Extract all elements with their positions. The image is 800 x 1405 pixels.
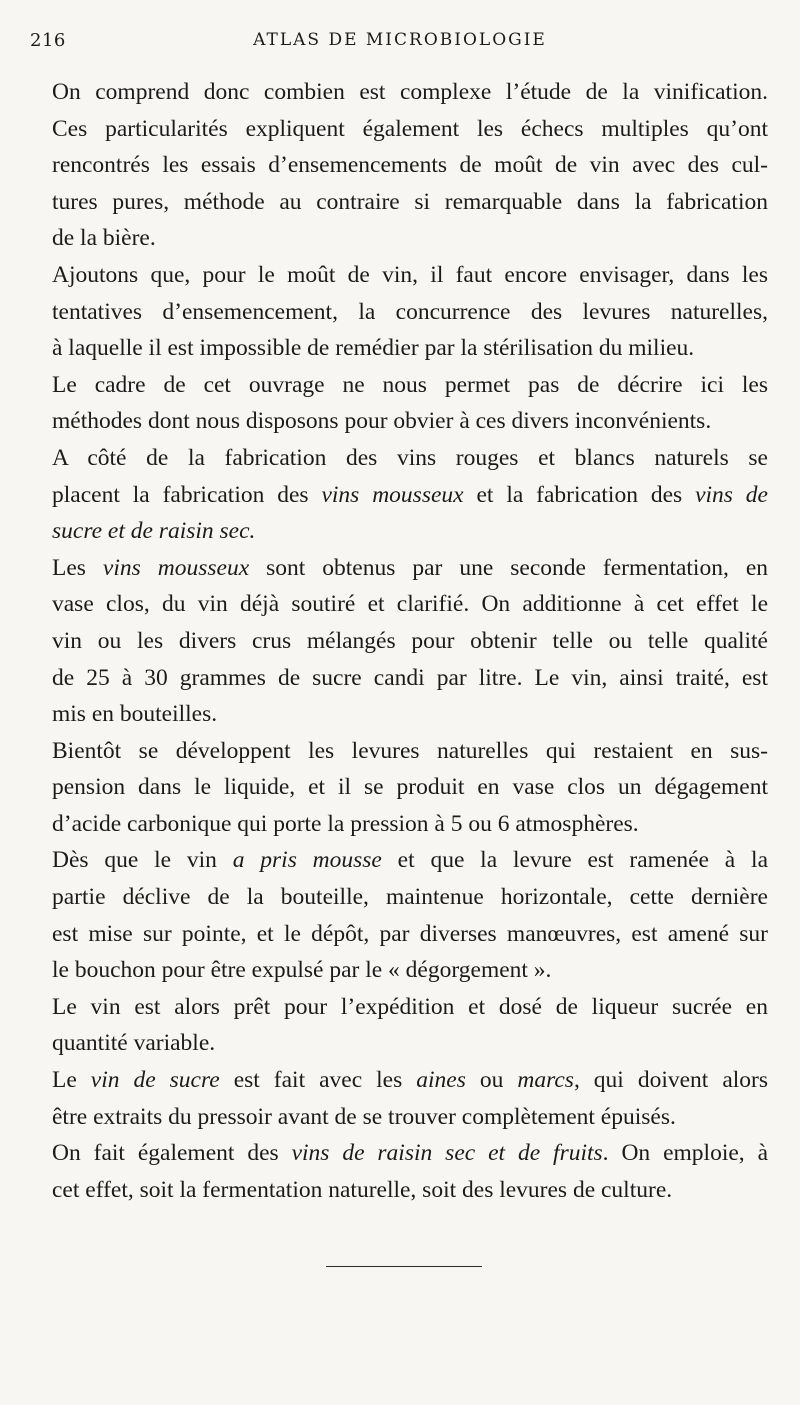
text-line (52, 294, 768, 331)
text-run: Bientôt se développent les levures naturelles qui restaient en sus- (52, 737, 768, 764)
text-line (52, 769, 768, 806)
text-run: Le vin est alors prêt pour l’expédition et dosé de liqueur sucrée en (52, 993, 768, 1020)
text-line (52, 74, 768, 111)
text-run: Ajoutons que, pour le moût de vin, il faut encore envisager, dans les (52, 261, 768, 288)
italic-text: a pris mousse (232, 847, 382, 874)
text-line (52, 220, 768, 257)
text-run: de 25 à 30 grammes de sucre candi par litre. Le vin, ainsi traité, est (52, 664, 768, 691)
text-run: Dès que le vin (52, 847, 233, 874)
italic-text: aines (416, 1067, 466, 1094)
text-line (52, 550, 768, 587)
text-line (52, 184, 768, 221)
text-run: ou (465, 1067, 518, 1094)
italic-text: vins mousseux (102, 554, 250, 581)
italic-text: vins de raisin sec et de fruits (291, 1140, 603, 1167)
text-run: mis en bouteilles. (52, 701, 218, 728)
text-line (52, 147, 768, 184)
text-run: pension dans le liquide, et il se produit en vase clos un dégagement (52, 774, 768, 801)
text-line (52, 733, 768, 770)
text-line (52, 330, 768, 367)
text-run: On fait également des (52, 1140, 292, 1167)
text-run: d’acide carbonique qui porte la pression à 5 ou 6 atmosphères. (52, 810, 639, 837)
text-line (52, 257, 768, 294)
running-title: ATLAS DE MICROBIOLOGIE (253, 30, 547, 50)
text-line (52, 696, 768, 733)
text-line (52, 806, 768, 843)
text-run: vin ou les divers crus mélangés pour obtenir telle ou telle qualité (52, 627, 768, 654)
text-line (52, 879, 768, 916)
section-end-rule (326, 1266, 482, 1267)
text-run: Le cadre de cet ouvrage ne nous permet pas de décrire ici les (52, 371, 768, 398)
text-line (52, 440, 768, 477)
text-run: cet effet, soit la fermentation naturelle, soit des levures de culture. (52, 1176, 673, 1203)
text-run: rencontrés les essais d’ensemencements de moût de vin avec des cul- (52, 152, 768, 179)
italic-text: vin de sucre (90, 1067, 220, 1094)
body-text (52, 74, 768, 1208)
text-run: Le (52, 1067, 91, 1094)
text-run: de la bière. (52, 225, 156, 252)
text-run: On comprend donc combien est complexe l’étude de la vinification. (52, 79, 768, 105)
text-line (52, 1172, 768, 1209)
page-number: 216 (30, 30, 66, 51)
text-run: partie déclive de la bouteille, maintenue horizontale, cette dernière (52, 884, 768, 911)
text-run: est mise sur pointe, et le dépôt, par diverses manœuvres, est amené sur (52, 920, 768, 947)
text-run: est fait avec les (219, 1067, 417, 1094)
text-run: à laquelle il est impossible de remédier par la stérilisation du milieu. (52, 335, 695, 362)
text-run: . On emploie, à (602, 1140, 768, 1167)
text-run: Les (52, 554, 103, 581)
text-line (52, 586, 768, 623)
text-run: le bouchon pour être expulsé par le « dégorgement ». (52, 957, 552, 984)
text-run: placent la fabrication des (52, 481, 322, 508)
text-line (52, 403, 768, 440)
text-line (52, 952, 768, 989)
text-run: être extraits du pressoir avant de se trouver complètement épuisés. (52, 1103, 676, 1130)
text-run: vase clos, du vin déjà soutiré et clarifié. On additionne à cet effet le (52, 591, 768, 618)
text-line (52, 513, 768, 550)
text-run: et la fabrication des (463, 481, 696, 508)
text-line (52, 367, 768, 404)
italic-text: marcs (517, 1067, 574, 1094)
text-line (52, 623, 768, 660)
text-run: , qui doivent alors (573, 1067, 768, 1094)
text-line (52, 1025, 768, 1062)
text-run: tentatives d’ensemencement, la concurrence des levures naturelles, (52, 298, 768, 325)
text-line (52, 989, 768, 1026)
text-line (52, 842, 768, 879)
text-run: A côté de la fabrication des vins rouges et blancs naturels se (52, 444, 768, 471)
text-line (52, 1062, 768, 1099)
text-line (52, 111, 768, 148)
text-line (52, 477, 768, 514)
page-header (0, 30, 800, 56)
text-run: tures pures, méthode au contraire si remarquable dans la fabrication (52, 188, 768, 215)
italic-text: vins de (695, 481, 768, 508)
text-line (52, 660, 768, 697)
text-run: sont obtenus par une seconde fermentation, en (249, 554, 768, 581)
text-line (52, 916, 768, 953)
italic-text: vins mousseux (321, 481, 464, 508)
text-run: et que la levure est ramenée à la (381, 847, 768, 874)
text-run: méthodes dont nous disposons pour obvier à ces divers inconvénients. (52, 408, 712, 435)
text-run: Ces particularités expliquent également les échecs multiples qu’ont (52, 115, 768, 142)
italic-text: sucre et de raisin sec. (52, 518, 256, 545)
text-line (52, 1135, 768, 1172)
text-run: quantité variable. (52, 1030, 216, 1057)
text-line (52, 1099, 768, 1136)
